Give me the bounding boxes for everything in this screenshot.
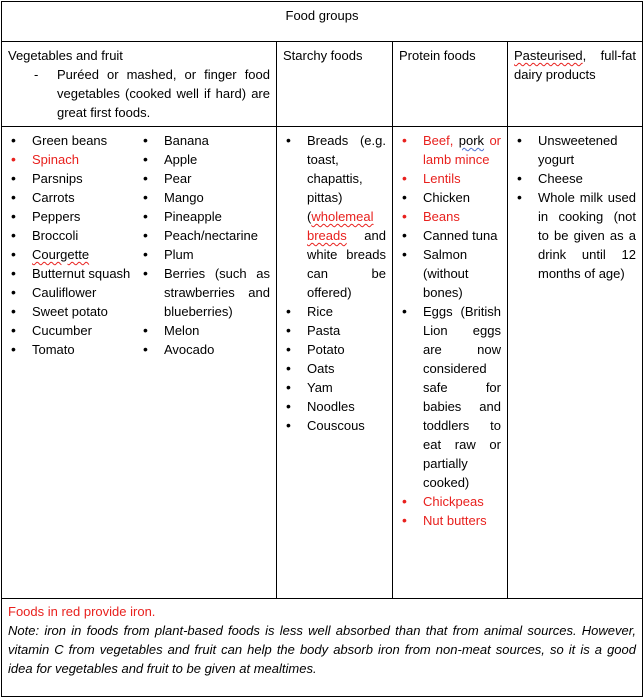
starchy-list bbox=[283, 131, 386, 435]
list-item-fruit: • Avocado bbox=[140, 340, 270, 359]
footer-notes bbox=[2, 599, 643, 697]
first-foods-note-text: Puréed or mashed, or finger food vegetables (cooked well if hard) are great first foods. bbox=[57, 67, 270, 120]
wholemeal-breads-text: wholemeal breads bbox=[307, 209, 374, 243]
first-foods-note: - Puréed or mashed, or finger food vegetables (cooked well if hard) are great first foods. bbox=[34, 67, 270, 120]
list-item-protein: • Chicken bbox=[399, 188, 501, 207]
breads-text: Breads (e.g. toast, chapattis, pittas) ( bbox=[307, 133, 386, 224]
list-item-starchy: • Oats bbox=[283, 359, 386, 378]
vegetables-fruit-cell bbox=[2, 127, 277, 599]
list-item-vegetable: • Parsnips bbox=[8, 169, 138, 188]
list-item-fruit: • Apple bbox=[140, 150, 270, 169]
list-item-protein: • Beans bbox=[399, 207, 501, 226]
list-item-vegetable: • Sweet potato bbox=[8, 302, 138, 321]
list-item-protein: • Eggs (British Lion eggs are now considered safe for babies and toddlers to eat raw or partially cooked) bbox=[399, 302, 501, 492]
dairy-list bbox=[514, 131, 636, 283]
list-item-starchy: • Rice bbox=[283, 302, 386, 321]
list-item-protein: • Canned tuna bbox=[399, 226, 501, 245]
list-item-vegetable: • Cauliflower bbox=[8, 283, 138, 302]
protein-list bbox=[399, 131, 501, 530]
list-item-vegetable: • Spinach bbox=[8, 150, 138, 169]
absorption-note: Note: iron in foods from plant-based foods is less well absorbed than that from animal sources. However, vitamin C from vegetables and fruit can help the body absorb iron from non-meat sources, so it is a good idea for vegetables and fruit to be given at mealtimes. bbox=[8, 623, 636, 676]
food-groups-table bbox=[1, 1, 643, 697]
heading-text: Vegetables and fruit bbox=[8, 48, 123, 63]
list-item-protein: • Lentils bbox=[399, 169, 501, 188]
column-heading-vegetables-fruit bbox=[2, 42, 277, 127]
list-item-dairy: • Unsweetened yogurt bbox=[514, 131, 636, 169]
white-breads-text: and white breads can be offered) bbox=[307, 228, 386, 300]
starchy-cell bbox=[277, 127, 393, 599]
list-item-starchy: • Potato bbox=[283, 340, 386, 359]
dairy-cell bbox=[508, 127, 643, 599]
list-item-fruit: • Banana bbox=[140, 131, 270, 150]
list-item-fruit: • Melon bbox=[140, 321, 270, 340]
list-item-dairy: • Whole milk used in cooking (not to be given as a drink until 12 months of age) bbox=[514, 188, 636, 283]
list-item-starchy: • Pasta bbox=[283, 321, 386, 340]
list-item-starchy: • Noodles bbox=[283, 397, 386, 416]
list-item-starchy: • Couscous bbox=[283, 416, 386, 435]
list-item-starchy: • Yam bbox=[283, 378, 386, 397]
column-heading-starchy: Starchy foods bbox=[277, 42, 393, 127]
list-item-vegetable: • Peppers bbox=[8, 207, 138, 226]
list-item-fruit: • Pineapple bbox=[140, 207, 270, 226]
list-item-fruit: • Plum bbox=[140, 245, 270, 264]
list-item-vegetable: • Carrots bbox=[8, 188, 138, 207]
vegetables-list bbox=[8, 131, 138, 359]
list-item-protein: • Chickpeas bbox=[399, 492, 501, 511]
list-item-vegetable: • Broccoli bbox=[8, 226, 138, 245]
list-item-protein: • Salmon (without bones) bbox=[399, 245, 501, 302]
list-item-protein: • Beef, pork or lamb mince bbox=[399, 131, 501, 169]
list-item-vegetable: • Butternut squash bbox=[8, 264, 138, 283]
list-item-fruit: • Pear bbox=[140, 169, 270, 188]
list-item-breads bbox=[283, 131, 386, 302]
list-item-vegetable: • Tomato bbox=[8, 340, 138, 359]
list-item-fruit: • Mango bbox=[140, 188, 270, 207]
column-heading-protein: Protein foods bbox=[393, 42, 508, 127]
list-item-vegetable: • Courgette bbox=[8, 245, 138, 264]
list-item-fruit: • Berries (such as strawberries and blueberries) bbox=[140, 264, 270, 321]
table-title: Food groups bbox=[2, 2, 643, 42]
iron-legend: Foods in red provide iron. bbox=[8, 604, 156, 619]
column-heading-dairy: Pasteurised, full-fat dairy products bbox=[508, 42, 643, 127]
list-item-dairy: • Cheese bbox=[514, 169, 636, 188]
protein-cell bbox=[393, 127, 508, 599]
fruit-list bbox=[138, 131, 270, 359]
list-item-fruit: • Peach/nectarine bbox=[140, 226, 270, 245]
list-item-vegetable: • Green beans bbox=[8, 131, 138, 150]
list-item-vegetable: • Cucumber bbox=[8, 321, 138, 340]
list-item-protein: • Nut butters bbox=[399, 511, 501, 530]
